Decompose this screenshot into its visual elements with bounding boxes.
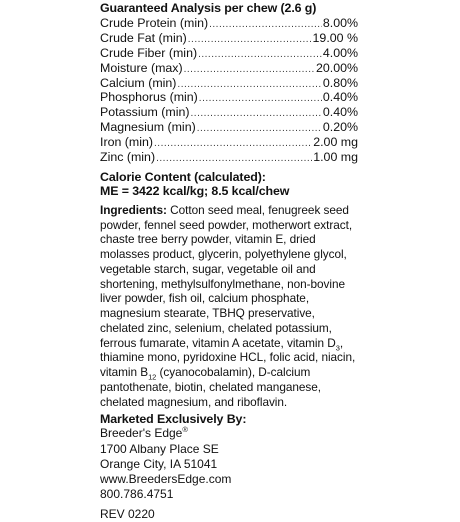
- dot-leader: [184, 63, 315, 78]
- analysis-label: Crude Fiber (min): [100, 45, 198, 60]
- dot-leader: [156, 152, 312, 167]
- analysis-value: 1.00 mg: [313, 150, 358, 165]
- company-name-text: Breeder's Edge: [100, 426, 183, 441]
- calorie-content-value: ME = 3422 kcal/kg; 8.5 kcal/chew: [100, 184, 290, 199]
- dot-leader: [198, 48, 322, 63]
- revision-code: REV 0220: [100, 507, 155, 522]
- phone-number: 800.786.4751: [100, 487, 174, 502]
- ingredients-text: , thiamine mono, pyridoxine HCL, folic acid, niacin, vitamin B: [100, 335, 356, 380]
- analysis-value: 0.40%: [322, 105, 358, 120]
- ingredients-paragraph: [100, 203, 362, 410]
- analysis-value: 19.00 %: [312, 30, 358, 45]
- dot-leader: [209, 18, 322, 33]
- analysis-row: [100, 90, 358, 105]
- dot-leader: [188, 33, 312, 48]
- analysis-value: 0.20%: [322, 120, 358, 135]
- vitamin-b-subscript: 12: [148, 372, 157, 382]
- analysis-label: Zinc (min): [100, 150, 156, 165]
- dot-leader: [197, 122, 322, 137]
- dot-leader: [177, 78, 321, 93]
- guaranteed-analysis-table: [100, 16, 358, 165]
- analysis-label: Moisture (max): [100, 60, 183, 75]
- ingredients-text: Cotton seed meal, fenugreek seed powder, fennel seed powder, motherwort extract, chaste tree berry powder, vitamin E, dried molasses product, glycerin, polyethylene glycol, vegetable starch, sugar, vegetable oil and shortening, methylsulfonylmethane, non-bovine liver powder, fish oil, calcium phosphate, magnesium stearate, TBHQ preservative, chelated zinc, selenium, chelated potassium, ferrous fumarate, vitamin A acetate, vitamin D: [100, 202, 353, 350]
- analysis-row: [100, 150, 358, 165]
- dot-leader: [191, 107, 322, 122]
- analysis-value: 8.00%: [322, 16, 358, 30]
- analysis-value: 4.00%: [322, 45, 358, 60]
- analysis-label: Magnesium (min): [100, 120, 196, 135]
- analysis-value: 2.00 mg: [313, 135, 358, 150]
- analysis-row: [100, 135, 358, 150]
- registered-mark: ®: [182, 425, 188, 435]
- dot-leader: [199, 92, 322, 107]
- analysis-label: Phosphorus (min): [100, 90, 198, 105]
- analysis-value: 0.40%: [322, 90, 358, 105]
- ingredients-text: (cyanocobalamin), D-calcium pantothenate, biotin, chelated manganese, chelated magnesium, and riboflavin.: [100, 365, 321, 409]
- analysis-row: [100, 120, 358, 135]
- street-address: 1700 Albany Place SE: [100, 441, 219, 456]
- marketed-by-section: [100, 412, 460, 502]
- analysis-label: Potassium (min): [100, 105, 190, 120]
- analysis-row: [100, 31, 358, 46]
- website: www.BreedersEdge.com: [100, 472, 232, 487]
- analysis-value: 20.00%: [315, 60, 358, 75]
- guaranteed-analysis-title: Guaranteed Analysis per chew (2.6 g): [100, 1, 317, 15]
- company-name: [100, 426, 460, 441]
- analysis-row: [100, 61, 358, 76]
- analysis-row: [100, 76, 358, 91]
- analysis-value: 0.80%: [322, 75, 358, 90]
- ingredients-label: Ingredients:: [100, 202, 167, 217]
- city-state-zip: Orange City, IA 51041: [100, 456, 218, 471]
- calorie-content-title: Calorie Content (calculated):: [100, 169, 266, 184]
- vitamin-d-subscript: 3: [335, 343, 340, 353]
- analysis-row: [100, 16, 358, 31]
- marketed-by-title: Marketed Exclusively By:: [100, 412, 247, 427]
- analysis-label: Crude Fat (min): [100, 30, 187, 45]
- dot-leader: [154, 137, 312, 152]
- calorie-content-section: [100, 170, 460, 199]
- analysis-label: Calcium (min): [100, 75, 177, 90]
- guaranteed-analysis-section: [100, 1, 460, 165]
- analysis-label: Crude Protein (min): [100, 16, 209, 30]
- analysis-row: [100, 105, 358, 120]
- analysis-row: [100, 46, 358, 61]
- analysis-label: Iron (min): [100, 135, 154, 150]
